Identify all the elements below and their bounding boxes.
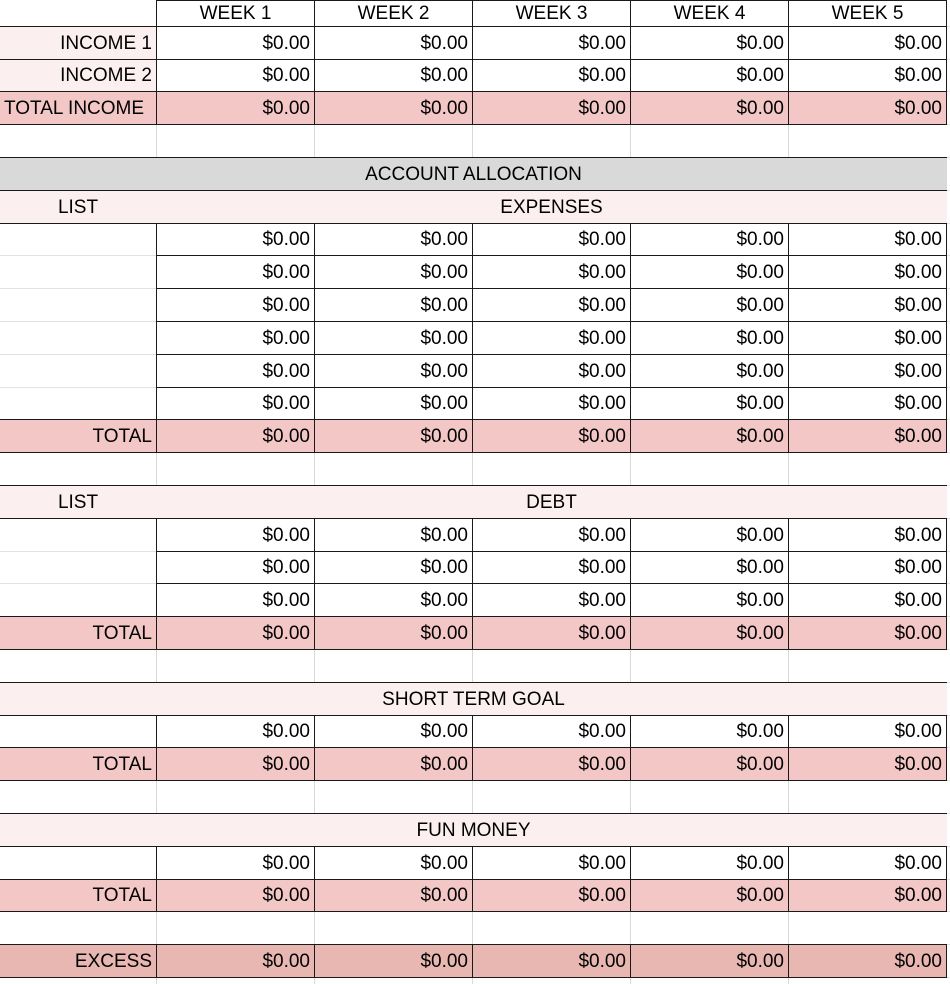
fun-money-value[interactable]: $0.00 xyxy=(472,846,631,880)
debt-value[interactable]: $0.00 xyxy=(472,583,631,617)
fun-money-total-label[interactable]: TOTAL xyxy=(0,879,157,912)
goal-value[interactable]: $0.00 xyxy=(788,715,947,748)
debt-item-name[interactable] xyxy=(0,518,157,552)
goal-value[interactable]: $0.00 xyxy=(314,715,473,748)
debt-total-value[interactable]: $0.00 xyxy=(630,616,789,650)
goal-value[interactable]: $0.00 xyxy=(156,715,315,748)
excess-value[interactable]: $0.00 xyxy=(788,944,947,978)
expense-value[interactable]: $0.00 xyxy=(314,354,473,388)
goal-total-value[interactable]: $0.00 xyxy=(314,747,473,781)
expenses-total-value[interactable]: $0.00 xyxy=(630,419,789,453)
income-value[interactable]: $0.00 xyxy=(472,59,631,92)
income-value[interactable]: $0.00 xyxy=(156,26,315,60)
income-value[interactable]: $0.00 xyxy=(472,26,631,60)
total-income-value[interactable]: $0.00 xyxy=(788,91,947,125)
debt-item-name[interactable] xyxy=(0,551,157,584)
goal-value[interactable]: $0.00 xyxy=(630,715,789,748)
excess-value[interactable]: $0.00 xyxy=(156,944,315,978)
expense-value[interactable]: $0.00 xyxy=(472,288,631,322)
expense-value[interactable]: $0.00 xyxy=(156,223,315,256)
week-header-2[interactable]: WEEK 2 xyxy=(314,0,473,27)
expense-value[interactable]: $0.00 xyxy=(630,321,789,355)
expense-value[interactable]: $0.00 xyxy=(472,223,631,256)
goal-value[interactable]: $0.00 xyxy=(472,715,631,748)
debt-value[interactable]: $0.00 xyxy=(156,583,315,617)
debt-list-label[interactable]: LIST xyxy=(0,485,157,519)
total-income-value[interactable]: $0.00 xyxy=(314,91,473,125)
expenses-total-value[interactable]: $0.00 xyxy=(788,419,947,453)
expense-value[interactable]: $0.00 xyxy=(472,255,631,289)
total-income-value[interactable]: $0.00 xyxy=(630,91,789,125)
expense-value[interactable]: $0.00 xyxy=(156,255,315,289)
debt-value[interactable]: $0.00 xyxy=(630,551,789,584)
expense-value[interactable]: $0.00 xyxy=(156,288,315,322)
income-value[interactable]: $0.00 xyxy=(630,59,789,92)
debt-value[interactable]: $0.00 xyxy=(314,518,473,552)
expense-value[interactable]: $0.00 xyxy=(788,288,947,322)
income-label[interactable]: INCOME 2 xyxy=(0,59,157,92)
debt-total-value[interactable]: $0.00 xyxy=(156,616,315,650)
fun-money-total-value[interactable]: $0.00 xyxy=(472,879,631,912)
debt-value[interactable]: $0.00 xyxy=(314,551,473,584)
fun-money-total-value[interactable]: $0.00 xyxy=(630,879,789,912)
excess-label[interactable]: EXCESS xyxy=(0,944,157,978)
fun-money-value[interactable]: $0.00 xyxy=(630,846,789,880)
goal-item-name[interactable] xyxy=(0,715,157,748)
expenses-total-value[interactable]: $0.00 xyxy=(472,419,631,453)
debt-value[interactable]: $0.00 xyxy=(630,518,789,552)
expense-item-name[interactable] xyxy=(0,354,157,388)
expense-value[interactable]: $0.00 xyxy=(314,288,473,322)
expense-value[interactable]: $0.00 xyxy=(472,354,631,388)
expense-value[interactable]: $0.00 xyxy=(314,223,473,256)
expense-item-name[interactable] xyxy=(0,387,157,420)
expenses-total-value[interactable]: $0.00 xyxy=(156,419,315,453)
expense-value[interactable]: $0.00 xyxy=(472,321,631,355)
debt-total-value[interactable]: $0.00 xyxy=(472,616,631,650)
expense-value[interactable]: $0.00 xyxy=(314,321,473,355)
expense-value[interactable]: $0.00 xyxy=(630,387,789,420)
expenses-list-label[interactable]: LIST xyxy=(0,190,157,224)
debt-value[interactable]: $0.00 xyxy=(788,551,947,584)
fun-money-total-value[interactable]: $0.00 xyxy=(788,879,947,912)
goal-total-label[interactable]: TOTAL xyxy=(0,747,157,781)
fun-money-header[interactable]: FUN MONEY xyxy=(0,813,947,847)
short-term-goal-header[interactable]: SHORT TERM GOAL xyxy=(0,682,947,716)
total-income-label[interactable]: TOTAL INCOME xyxy=(0,91,157,125)
week-header-5[interactable]: WEEK 5 xyxy=(788,0,947,27)
expense-value[interactable]: $0.00 xyxy=(156,354,315,388)
fun-money-value[interactable]: $0.00 xyxy=(314,846,473,880)
debt-header[interactable]: DEBT xyxy=(156,485,947,519)
expense-item-name[interactable] xyxy=(0,223,157,256)
income-label[interactable]: INCOME 1 xyxy=(0,26,157,60)
debt-value[interactable]: $0.00 xyxy=(472,551,631,584)
goal-total-value[interactable]: $0.00 xyxy=(472,747,631,781)
expense-value[interactable]: $0.00 xyxy=(630,223,789,256)
week-header-4[interactable]: WEEK 4 xyxy=(630,0,789,27)
debt-value[interactable]: $0.00 xyxy=(156,518,315,552)
excess-value[interactable]: $0.00 xyxy=(314,944,473,978)
goal-total-value[interactable]: $0.00 xyxy=(788,747,947,781)
fun-money-total-value[interactable]: $0.00 xyxy=(314,879,473,912)
expenses-total-label[interactable]: TOTAL xyxy=(0,419,157,453)
fun-money-item-name[interactable] xyxy=(0,846,157,880)
expense-value[interactable]: $0.00 xyxy=(788,255,947,289)
total-income-value[interactable]: $0.00 xyxy=(472,91,631,125)
income-value[interactable]: $0.00 xyxy=(788,26,947,60)
debt-total-value[interactable]: $0.00 xyxy=(314,616,473,650)
expense-value[interactable]: $0.00 xyxy=(314,387,473,420)
expense-item-name[interactable] xyxy=(0,288,157,322)
income-value[interactable]: $0.00 xyxy=(314,26,473,60)
fun-money-value[interactable]: $0.00 xyxy=(156,846,315,880)
week-header-3[interactable]: WEEK 3 xyxy=(472,0,631,27)
income-value[interactable]: $0.00 xyxy=(156,59,315,92)
expense-value[interactable]: $0.00 xyxy=(788,387,947,420)
goal-total-value[interactable]: $0.00 xyxy=(630,747,789,781)
expense-value[interactable]: $0.00 xyxy=(156,321,315,355)
expense-value[interactable]: $0.00 xyxy=(472,387,631,420)
expenses-total-value[interactable]: $0.00 xyxy=(314,419,473,453)
goal-total-value[interactable]: $0.00 xyxy=(156,747,315,781)
income-value[interactable]: $0.00 xyxy=(630,26,789,60)
debt-value[interactable]: $0.00 xyxy=(788,518,947,552)
total-income-value[interactable]: $0.00 xyxy=(156,91,315,125)
expense-value[interactable]: $0.00 xyxy=(788,223,947,256)
expense-value[interactable]: $0.00 xyxy=(156,387,315,420)
expense-item-name[interactable] xyxy=(0,255,157,289)
expense-value[interactable]: $0.00 xyxy=(630,255,789,289)
excess-value[interactable]: $0.00 xyxy=(630,944,789,978)
expense-value[interactable]: $0.00 xyxy=(788,321,947,355)
expense-value[interactable]: $0.00 xyxy=(630,354,789,388)
debt-value[interactable]: $0.00 xyxy=(472,518,631,552)
income-value[interactable]: $0.00 xyxy=(314,59,473,92)
account-allocation-header[interactable]: ACCOUNT ALLOCATION xyxy=(0,157,947,191)
week-header-1[interactable]: WEEK 1 xyxy=(156,0,315,27)
expense-value[interactable]: $0.00 xyxy=(314,255,473,289)
debt-value[interactable]: $0.00 xyxy=(788,583,947,617)
debt-value[interactable]: $0.00 xyxy=(630,583,789,617)
expense-value[interactable]: $0.00 xyxy=(788,354,947,388)
debt-value[interactable]: $0.00 xyxy=(314,583,473,617)
expense-value[interactable]: $0.00 xyxy=(630,288,789,322)
excess-value[interactable]: $0.00 xyxy=(472,944,631,978)
fun-money-value[interactable]: $0.00 xyxy=(788,846,947,880)
income-value[interactable]: $0.00 xyxy=(788,59,947,92)
debt-total-value[interactable]: $0.00 xyxy=(788,616,947,650)
debt-item-name[interactable] xyxy=(0,583,157,617)
expense-item-name[interactable] xyxy=(0,321,157,355)
expenses-header[interactable]: EXPENSES xyxy=(156,190,947,224)
debt-value[interactable]: $0.00 xyxy=(156,551,315,584)
debt-total-label[interactable]: TOTAL xyxy=(0,616,157,650)
fun-money-total-value[interactable]: $0.00 xyxy=(156,879,315,912)
